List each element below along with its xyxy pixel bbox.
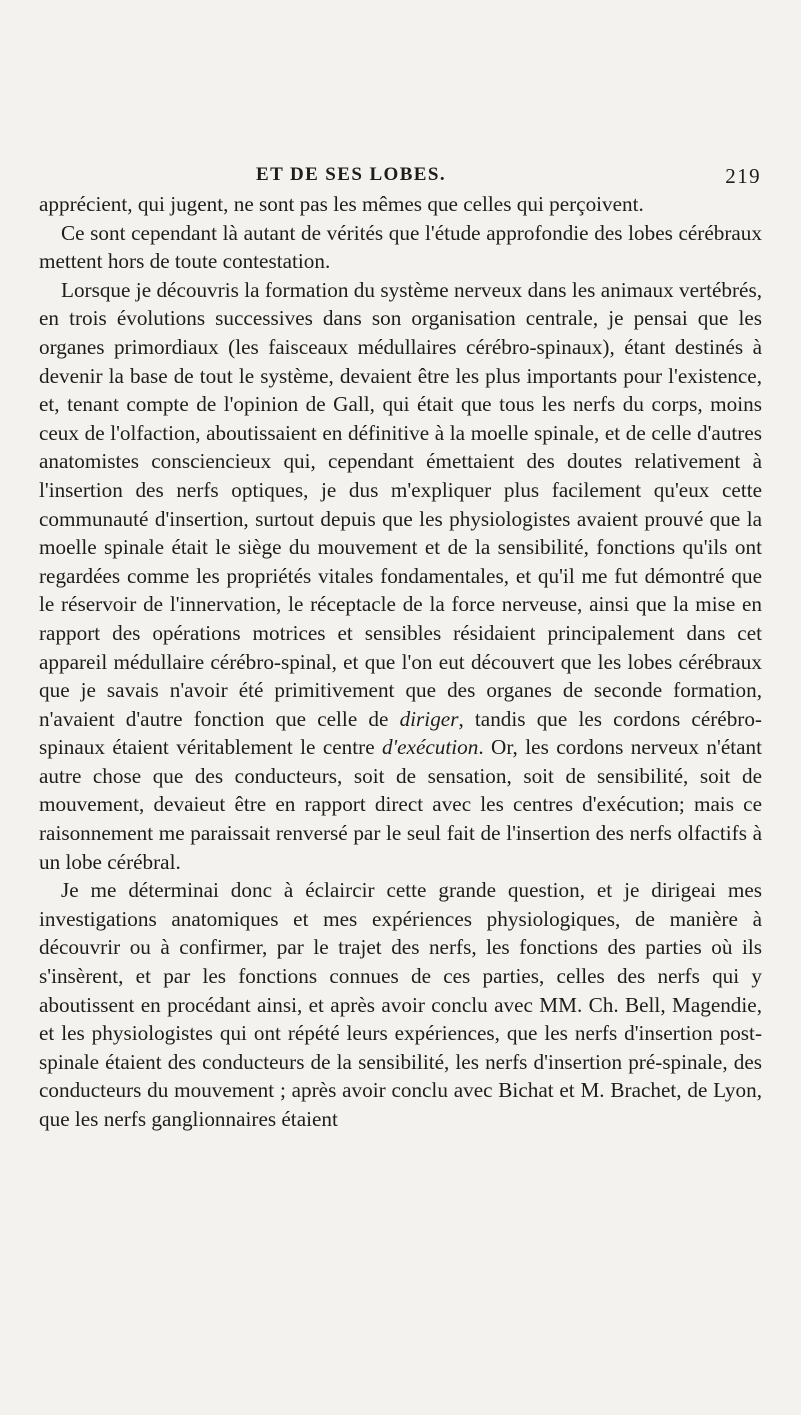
- paragraph-text: . Or, les cordons nerveux n'étant autre chose que des conducteurs, soit de sensation, soit de sensibilité, soit de mouvement, devaieut être en rapport direct avec les centres d'exécution; mais ce raisonnement me paraissait renversé par le seul fait de l'insertion des nerfs olfactifs à un lobe cérébral.: [39, 735, 762, 874]
- running-head-title: ET DE SES LOBES.: [256, 164, 446, 185]
- paragraph-text: Ce sont cependant là autant de vérités que l'étude approfondie des lobes cérébraux mettent hors de toute contestation.: [39, 220, 762, 274]
- paragraph-text: Lorsque je découvris la formation du système nerveux dans les animaux vertébrés, en trois évolutions successives dans son organisation centrale, je pensai que les organes primordiaux (les faisceaux médullaires cérébro-spinaux), étant destinés à devenir la base de tout le système, devaient être les plus importants pour l'existence, et, tenant compte de l'opinion de Gall, qui était que tous les nerfs du corps, moins ceux de l'olfaction, aboutissaient en définitive à la moelle spinale, et de celle d'autres anatomistes consciencieux qui, cependant émettaient des doutes relativement à l'insertion des nerfs optiques, je dus m'expliquer plus facilement qu'eux cette communauté d'insertion, surtout depuis que les physiologistes avaient prouvé que la moelle spinale était le siège du mouvement et de la sensibilité, fonctions qu'ils ont regardées comme les propriétés vitales fondamentales, et qu'il me fut démontré que le réservoir de l'innervation, le réceptacle de la force nerveuse, ainsi que la mise en rapport des opérations motrices et sensibles résidaient principalement dans cet appareil médullaire cérébro-spinal, et que l'on eut découvert que les lobes cérébraux que je savais n'avoir été primitivement que des organes de seconde formation, n'avaient d'autre fonction que celle de: [39, 277, 762, 731]
- page-number: 219: [725, 164, 761, 188]
- body-text: [39, 190, 762, 1134]
- italic-term-execution: d'exécution: [382, 735, 479, 760]
- paragraph-4: [39, 876, 762, 1133]
- paragraph-2: [39, 219, 762, 276]
- paragraph-text: Je me déterminai donc à éclaircir cette grande question, et je dirigeai mes investigations anatomiques et mes expériences physiologiques, de manière à découvrir ou à confirmer, par le trajet des nerfs, les fonctions des parties où ils s'insèrent, et par les fonctions connues de ces parties, celles des nerfs qui y aboutissent en procédant ainsi, et après avoir conclu avec MM. Ch. Bell, Magendie, et les physiologistes qui ont répété leurs expériences, que les nerfs d'insertion post-spinale étaient des conducteurs de la sensibilité, les nerfs d'insertion pré-spinale, des conducteurs du mouvement ; après avoir conclu avec Bichat et M. Brachet, de Lyon, que les nerfs ganglionnaires étaient: [39, 878, 762, 1131]
- paragraph-text: , tandis que les cordons cérébro-spinaux étaient véritablement le centre: [39, 706, 762, 760]
- paragraph-text: apprécient, qui jugent, ne sont pas les mêmes que celles qui perçoivent.: [39, 192, 644, 216]
- paragraph-3: [39, 276, 762, 876]
- paragraph-1: [39, 190, 762, 219]
- italic-term-diriger: diriger: [399, 706, 459, 731]
